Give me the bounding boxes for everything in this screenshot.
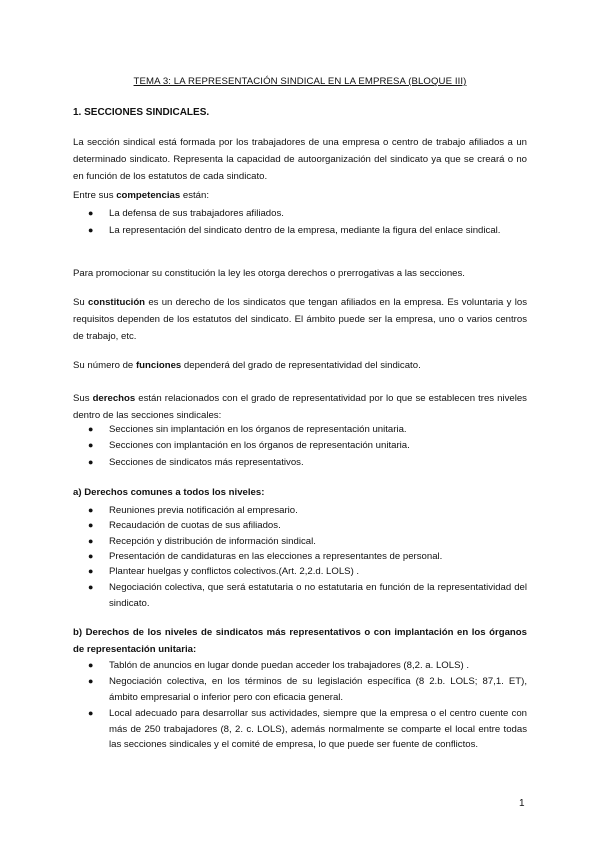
bullet-icon: ● [88,660,94,670]
bullet-icon: ● [88,440,94,450]
page-number: 1 [519,798,525,809]
bullet-icon: ● [88,208,94,218]
funciones-keyword: funciones [135,360,182,371]
promocion-paragraph: Para promocionar su constitución la ley les otorga derechos o prerrogativas a las secciones. [73,268,465,279]
intro-paragraph: La sección sindical está formada por los trabajadores de una empresa o centro de trabajo afiliados a un determinado sindicato. Representa la capacidad de autoorganización del sindicato ya que se creará o no en función de los estatutos de cada sindicato. [73,137,527,182]
section-heading: 1. SECCIONES SINDICALES. [73,107,210,118]
bullet-icon: ● [88,582,94,592]
competencias-keyword: competencias [116,190,181,201]
competencias-intro: Entre sus competencias están: [73,190,210,201]
document-page: TEMA 3: LA REPRESENTACIÓN SINDICAL EN LA EMPRESA (BLOQUE III) 1. SECCIONES SINDICALES. La sección sindical está formada por los trabajadores de una empresa o centro de trabajo afiliados a un determinado sindicato. Representa la capacidad de autoorganización del sindicato ya que se creará o no en función de los estatutos de cada sindicato. Entre sus competencias están: ● La defensa de sus trabajadores afiliados. ● La representación del sindicato dentro de la empresa, mediante la figura del enlace sindical. Para promocionar su constitución la ley les otorga derechos o prerrogativas a las secciones. Su constitución es un derecho de los sindicatos que tengan afiliados en la empresa. Es voluntaria y los requisitos dependen de los estatutos del sindicato. El ámbito puede ser la empresa, uno o varios centros de trabajo, etc. Su número de funciones dependerá del grado de representatividad del sindicato. Sus derechos están relacionados con el grado de representatividad por lo que se establecen tres niveles dentro de las secciones sindicales: ● Secciones sin implantación en los órganos de representación unitaria. ● Secciones con implantación en los órganos de representación unitaria. ● Secciones de sindicatos más representativos. a) Derechos comunes a todos los niveles: ● Reuniones previa notificación al empresario. ● Recaudación de cuotas de sus afiliados. ● Recepción y distribución de información sindical. ● Presentación de candidaturas en las elecciones a representantes de personal. ● Plantear huelgas y conflictos colectivos.(Art. 2,2.d. LOLS) . ● Negociación colectiva, que será estatutaria o no estatutaria en función de la representatividad del sindicato. b) Derechos de los niveles de sindicatos más representativos o con implantación en los órganos de representación unitaria: ● Tablón de anuncios en lugar donde puedan acceder los trabajadores (8,2. a. LOLS) . ● Negociación colectiva, en los términos de su legislación específica (8 2.b. LOLS; 87,1. ET), ámbito empresarial o inferior pero con eficacia general. ● Local adecuado para desarrollar sus actividades, siempre que la empresa o el centro cuente con más de 250 trabajadores (8, 2. c. LOLS), además normalmente se comparte el local entre todas las secciones sindicales y el comité de empresa, lo que puede ser fuente de conflictos. 1 [0,0,600,848]
bullet-icon: ● [88,676,94,686]
bullet-icon: ● [88,457,94,467]
bullet-icon: ● [88,520,94,530]
derechos-keyword: derechos [92,393,136,404]
derechos-paragraph: Sus derechos están relacionados con el grado de representatividad por lo que se establecen tres niveles dentro de las secciones sindicales: [73,393,527,421]
funciones-paragraph: Su número de funciones dependerá del grado de representatividad del sindicato. [73,360,421,371]
document-title: TEMA 3: LA REPRESENTACIÓN SINDICAL EN LA EMPRESA (BLOQUE III) [133,76,467,87]
bullet-icon: ● [88,536,94,546]
subsection-heading-a: a) Derechos comunes a todos los niveles: [73,487,265,498]
bullet-icon: ● [88,505,94,515]
constitucion-keyword: constitución [88,297,146,308]
constitucion-paragraph: Su constitución es un derecho de los sindicatos que tengan afiliados en la empresa. Es voluntaria y los requisitos dependen de los estatutos del sindicato. El ámbito puede ser la empresa, uno o varios centros de trabajo, etc. [73,297,528,342]
subsection-heading-b: b) Derechos de los niveles de sindicatos más representativos o con implantación en los órganos de representación unitaria: [73,627,527,655]
bullet-icon: ● [88,424,94,434]
bullet-icon: ● [88,225,94,235]
bullet-icon: ● [88,551,94,561]
bullet-icon: ● [88,708,94,718]
bullet-icon: ● [88,566,94,576]
